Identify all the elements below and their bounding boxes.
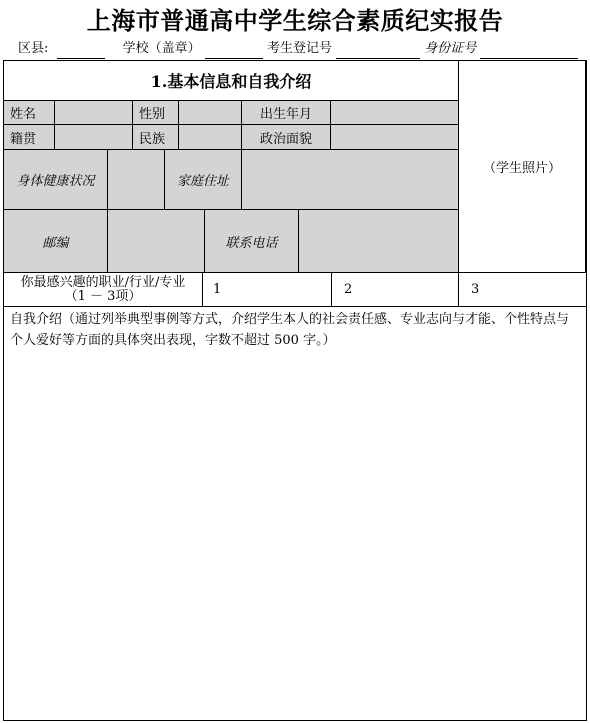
registration-info-line: [18, 39, 578, 59]
exam-registration-field[interactable]: [336, 44, 420, 59]
interest-slot-2[interactable]: 2: [332, 273, 459, 307]
birth-field[interactable]: [331, 101, 459, 125]
name-field[interactable]: [55, 101, 133, 125]
political-status-label: 政治面貌: [242, 125, 331, 150]
interests-label: [4, 273, 203, 307]
phone-label: 联系电话: [205, 210, 299, 273]
page-title: 上海市普通高中学生综合素质纪实报告: [86, 6, 504, 35]
postcode-label: 邮编: [4, 210, 108, 273]
phone-field[interactable]: [299, 210, 459, 273]
interest-slot-3[interactable]: 3: [459, 273, 586, 307]
health-label: 身体健康状况: [4, 150, 108, 210]
self-intro-instructions: 自我介绍（通过列举典型事例等方式，介绍学生本人的社会责任感、专业志向与才能、个性特点与个人爱好等方面的具体突出表现，字数不超过 500 字。）: [10, 312, 570, 348]
district-label: 区县:: [18, 41, 49, 56]
name-label: 姓名: [4, 101, 55, 125]
ethnicity-field[interactable]: [179, 125, 242, 150]
exam-registration-label: 考生登记号: [266, 41, 332, 56]
political-status-field[interactable]: [331, 125, 459, 150]
school-label: 学校（盖章）: [122, 41, 201, 56]
self-intro-area[interactable]: [4, 307, 586, 720]
native-place-label: 籍贯: [4, 125, 55, 150]
home-address-label: 家庭住址: [165, 150, 242, 210]
id-number-field[interactable]: [480, 44, 578, 59]
school-field[interactable]: [205, 44, 263, 59]
postcode-field[interactable]: [108, 210, 205, 273]
ethnicity-label: 民族: [133, 125, 179, 150]
district-field[interactable]: [57, 44, 105, 59]
home-address-field[interactable]: [242, 150, 459, 210]
native-place-field[interactable]: [55, 125, 133, 150]
section-title: 1.基本信息和自我介绍: [4, 61, 459, 101]
health-field[interactable]: [108, 150, 165, 210]
interest-slot-1[interactable]: 1: [203, 273, 332, 307]
gender-label: 性别: [133, 101, 179, 125]
interests-label-line1: 你最感兴趣的职业/行业/专业: [20, 274, 186, 290]
photo-placeholder[interactable]: （学生照片）: [459, 61, 586, 273]
gender-field[interactable]: [179, 101, 242, 125]
report-form: [3, 60, 587, 721]
interests-label-line2: （1 － 3项）: [64, 288, 142, 304]
id-number-label: 身份证号: [424, 41, 477, 56]
birth-label: 出生年月: [242, 101, 331, 125]
